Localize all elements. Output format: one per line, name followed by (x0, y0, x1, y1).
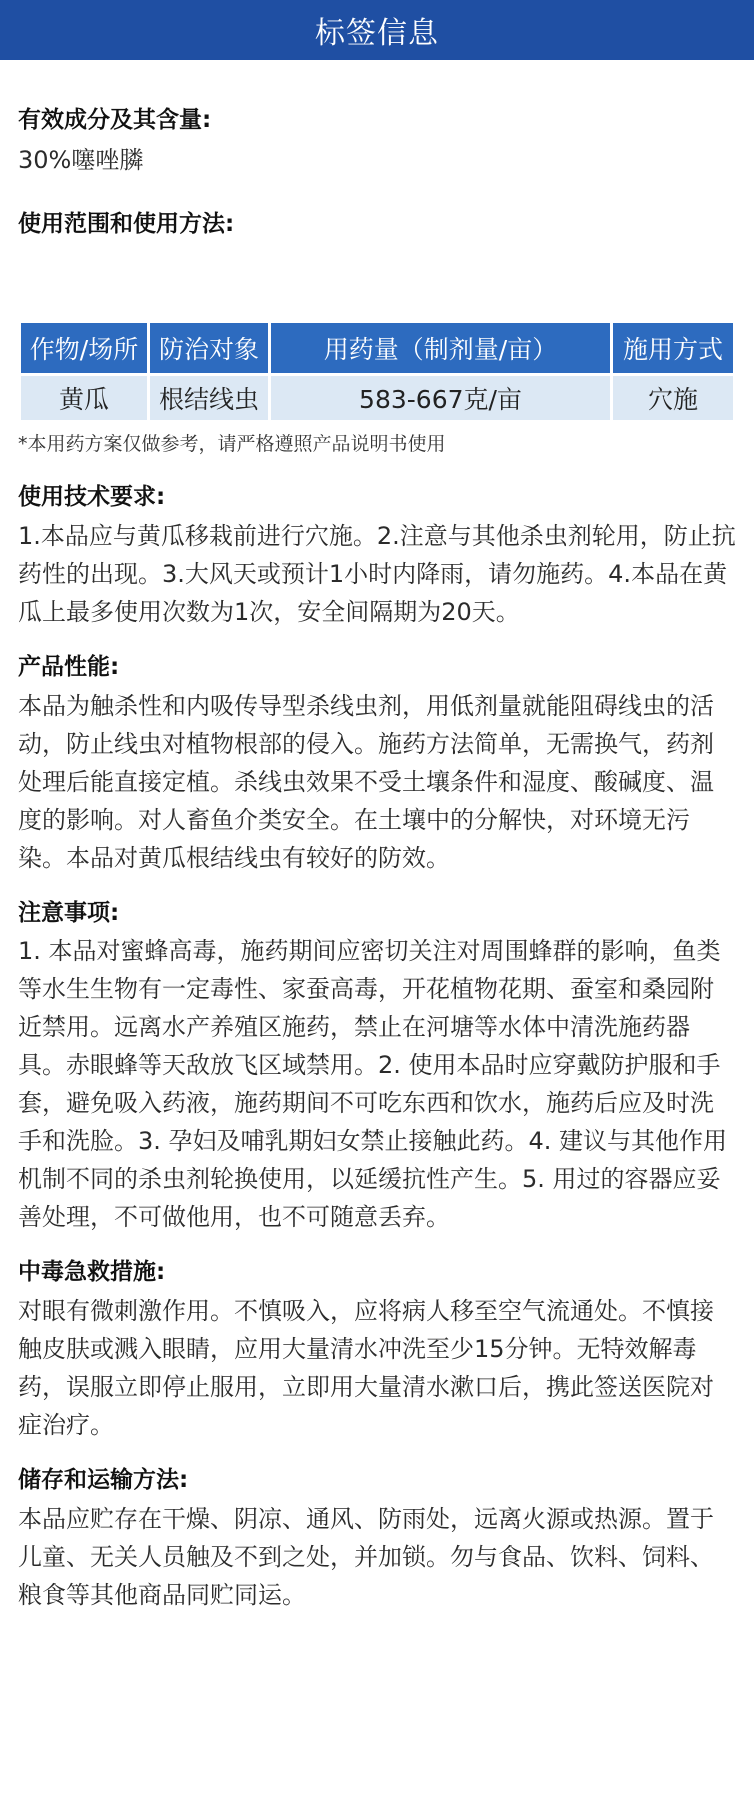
usage-title: 使用范围和使用方法: (18, 210, 235, 237)
storage-section (18, 1466, 736, 1614)
label-content (0, 60, 754, 1614)
performance-body: 本品为触杀性和内吸传导型杀线虫剂，用低剂量就能阻碍线虫的活动，防止线虫对植物根部的侵入。施药方法简单，无需换气，药剂处理后能直接定植。杀线虫效果不受土壤条件和湿度、酸碱度、温度的影响。对人畜鱼介类安全。在土壤中的分解快，对环境无污染。本品对黄瓜根结线虫有较好的防效。 (18, 691, 714, 872)
table-header-crop: 作物/场所 (20, 321, 149, 374)
page-title: 标签信息 (315, 16, 439, 51)
table-cell-dosage: 583-667克/亩 (270, 374, 612, 421)
cautions-title: 注意事项: (18, 899, 120, 926)
tech-title: 使用技术要求: (18, 483, 166, 510)
firstaid-body: 对眼有微刺激作用。不慎吸入，应将病人移至空气流通处。不慎接触皮肤或溅入眼睛，应用大量清水冲洗至少15分钟。无特效解毒药，误服立即停止服用，立即用大量清水漱口后，携此签送医院对症治疗。 (18, 1297, 714, 1440)
ingredient-title: 有效成分及其含量: (18, 107, 212, 133)
usage-table (18, 320, 736, 423)
performance-section (18, 653, 736, 877)
table-header-method: 施用方式 (612, 321, 735, 374)
table-row (20, 374, 735, 421)
table-header-row (20, 321, 735, 374)
table-cell-crop: 黄瓜 (20, 374, 149, 421)
cautions-section (18, 899, 736, 1237)
table-cell-method: 穴施 (612, 374, 735, 421)
storage-body: 本品应贮存在干燥、阴凉、通风、防雨处，远离火源或热源。置于儿童、无关人员触及不到之处，并加锁。勿与食品、饮料、饲料、粮食等其他商品同贮同运。 (18, 1505, 714, 1610)
tech-section (18, 483, 736, 631)
table-header-dosage: 用药量（制剂量/亩） (270, 321, 612, 374)
usage-section (18, 210, 736, 459)
cautions-body: 1. 本品对蜜蜂高毒，施药期间应密切关注对周围蜂群的影响，鱼类等水生生物有一定毒性、家蚕高毒，开花植物花期、蚕室和桑园附近禁用。远离水产养殖区施药，禁止在河塘等水体中清洗施药器具。赤眼蜂等天敌放飞区域禁用。2. 使用本品时应穿戴防护服和手套，避免吸入药液，施药期间不可吃东西和饮水，施药后应及时洗手和洗脸。3. 孕妇及哺乳期妇女禁止接触此药。4. 建议与其他作用机制不同的杀虫剂轮换使用，以延缓抗性产生。5. 用过的容器应妥善处理，不可做他用，也不可随意丢弃。 (18, 937, 728, 1232)
tech-body: 1.本品应与黄瓜移栽前进行穴施。2.注意与其他杀虫剂轮用，防止抗药性的出现。3.大风天或预计1小时内降雨，请勿施药。4.本品在黄瓜上最多使用次数为1次，安全间隔期为20天。 (18, 521, 736, 626)
usage-note: *本用药方案仅做参考，请严格遵照产品说明书使用 (18, 432, 446, 455)
firstaid-section (18, 1258, 736, 1444)
table-cell-target: 根结线虫 (149, 374, 270, 421)
performance-title: 产品性能: (18, 653, 120, 680)
table-header-target: 防治对象 (149, 321, 270, 374)
storage-title: 储存和运输方法: (18, 1467, 189, 1494)
ingredient-section (18, 60, 736, 176)
page-header (0, 0, 754, 60)
ingredient-value: 30%噻唑膦 (18, 145, 144, 174)
firstaid-title: 中毒急救措施: (18, 1259, 166, 1286)
